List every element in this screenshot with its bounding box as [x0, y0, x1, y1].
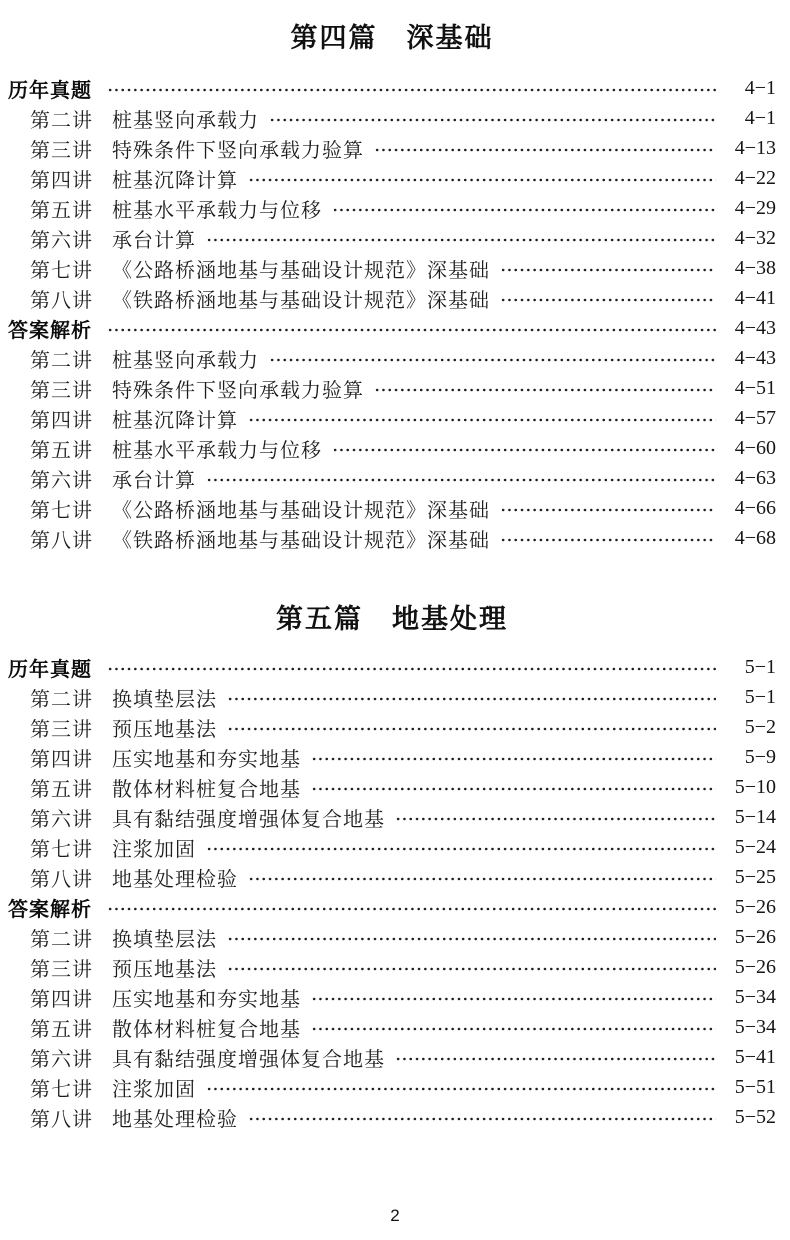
lecture-number: 第四讲 [30, 409, 93, 432]
page-ref: 4−22 [734, 166, 776, 189]
lecture-number: 第三讲 [30, 718, 93, 741]
page-ref: 4−66 [734, 496, 776, 519]
dot-leader [206, 223, 716, 253]
lecture-title: 换填垫层法 [112, 928, 217, 951]
toc-entry-row [8, 193, 776, 223]
dot-leader [227, 922, 716, 952]
page-ref: 4−1 [744, 76, 776, 99]
dot-leader [206, 832, 716, 862]
lecture-title: 具有黏结强度增强体复合地基 [112, 808, 385, 831]
dot-leader [206, 1072, 716, 1102]
lecture-number: 第六讲 [30, 469, 93, 492]
page-ref: 5−2 [744, 715, 776, 738]
lecture-number: 第三讲 [30, 958, 93, 981]
lecture-number: 第二讲 [30, 349, 93, 372]
toc-entry-row [8, 523, 776, 553]
toc-section [8, 16, 776, 553]
page-ref: 5−34 [734, 985, 776, 1008]
toc-header-row [8, 652, 776, 682]
toc-entry-row [8, 343, 776, 373]
page-ref: 5−26 [734, 925, 776, 948]
dot-leader [500, 493, 716, 523]
page-ref: 5−1 [744, 685, 776, 708]
lecture-title: 注浆加固 [112, 1078, 196, 1101]
lecture-number: 第五讲 [30, 778, 93, 801]
toc-header-row [8, 313, 776, 343]
lecture-number: 第八讲 [30, 1108, 93, 1131]
toc-entry-row [8, 133, 776, 163]
dot-leader [206, 463, 716, 493]
lecture-number: 第六讲 [30, 229, 93, 252]
lecture-title: 桩基沉降计算 [112, 169, 238, 192]
page-ref: 5−10 [734, 775, 776, 798]
dot-leader [311, 1012, 716, 1042]
lecture-title: 地基处理检验 [112, 868, 238, 891]
toc-entry-row [8, 712, 776, 742]
toc-sections [8, 16, 776, 1132]
lecture-number: 第八讲 [30, 289, 93, 312]
toc-entry-row [8, 802, 776, 832]
dot-leader [311, 982, 716, 1012]
toc-entry-row [8, 862, 776, 892]
page-ref: 4−68 [734, 526, 776, 549]
lecture-number: 第二讲 [30, 109, 93, 132]
lecture-number: 第二讲 [30, 688, 93, 711]
toc-header-row [8, 73, 776, 103]
page-ref: 5−25 [734, 865, 776, 888]
lecture-number: 第八讲 [30, 868, 93, 891]
dot-leader [248, 403, 716, 433]
toc-entry-row [8, 982, 776, 1012]
lecture-title: 预压地基法 [112, 718, 217, 741]
toc-entry-row [8, 1012, 776, 1042]
lecture-title: 承台计算 [112, 469, 196, 492]
lecture-number: 第七讲 [30, 259, 93, 282]
toc-entry-row [8, 1042, 776, 1072]
dot-leader [374, 373, 716, 403]
lecture-number: 第二讲 [30, 928, 93, 951]
footer-page-number: 2 [390, 1206, 400, 1225]
dot-leader [227, 952, 716, 982]
dot-leader [395, 802, 716, 832]
lecture-title: 压实地基和夯实地基 [112, 748, 301, 771]
dot-leader [248, 163, 716, 193]
toc-entry-row [8, 1072, 776, 1102]
dot-leader [332, 433, 716, 463]
lecture-title: 桩基竖向承载力 [112, 349, 259, 372]
toc-entry-row [8, 373, 776, 403]
toc-entry-row [8, 163, 776, 193]
dot-leader [227, 712, 716, 742]
toc-section [8, 597, 776, 1132]
lecture-title: 换填垫层法 [112, 688, 217, 711]
lecture-title: 特殊条件下竖向承载力验算 [112, 379, 364, 402]
dot-leader [107, 313, 716, 343]
toc-entry-row [8, 493, 776, 523]
page-ref: 5−34 [734, 1015, 776, 1038]
lecture-title: 桩基沉降计算 [112, 409, 238, 432]
toc-entry-row [8, 1102, 776, 1132]
toc-header-label: 答案解析 [8, 319, 92, 342]
lecture-number: 第七讲 [30, 499, 93, 522]
toc-list [8, 652, 776, 1132]
toc-header-label: 历年真题 [8, 658, 92, 681]
section-title: 第五篇 地基处理 [276, 604, 508, 634]
dot-leader [248, 862, 716, 892]
dot-leader [500, 523, 716, 553]
toc-header-label: 答案解析 [8, 898, 92, 921]
toc-entry-row [8, 463, 776, 493]
toc-entry-row [8, 682, 776, 712]
page-ref: 4−43 [734, 346, 776, 369]
lecture-number: 第六讲 [30, 1048, 93, 1071]
lecture-title: 散体材料桩复合地基 [112, 778, 301, 801]
toc-entry-row [8, 772, 776, 802]
page-ref: 5−52 [734, 1105, 776, 1128]
lecture-number: 第四讲 [30, 748, 93, 771]
lecture-title: 《公路桥涵地基与基础设计规范》深基础 [112, 499, 490, 522]
page-ref: 4−57 [734, 406, 776, 429]
dot-leader [269, 103, 716, 133]
toc-entry-row [8, 742, 776, 772]
dot-leader [107, 652, 716, 682]
page-ref: 4−41 [734, 286, 776, 309]
page-ref: 5−51 [734, 1075, 776, 1098]
toc-entry-row [8, 433, 776, 463]
lecture-number: 第五讲 [30, 1018, 93, 1041]
lecture-title: 《铁路桥涵地基与基础设计规范》深基础 [112, 529, 490, 552]
page-ref: 4−38 [734, 256, 776, 279]
lecture-number: 第四讲 [30, 169, 93, 192]
dot-leader [500, 253, 716, 283]
page-ref: 5−26 [734, 895, 776, 918]
lecture-title: 特殊条件下竖向承载力验算 [112, 139, 364, 162]
page-ref: 5−24 [734, 835, 776, 858]
lecture-title: 预压地基法 [112, 958, 217, 981]
lecture-number: 第五讲 [30, 199, 93, 222]
page-ref: 4−29 [734, 196, 776, 219]
toc-list [8, 73, 776, 553]
dot-leader [107, 73, 716, 103]
lecture-title: 具有黏结强度增强体复合地基 [112, 1048, 385, 1071]
page-ref: 4−63 [734, 466, 776, 489]
toc-entry-row [8, 922, 776, 952]
lecture-title: 桩基竖向承载力 [112, 109, 259, 132]
dot-leader [395, 1042, 716, 1072]
lecture-number: 第三讲 [30, 139, 93, 162]
page-ref: 5−26 [734, 955, 776, 978]
lecture-number: 第四讲 [30, 988, 93, 1011]
dot-leader [227, 682, 716, 712]
page-ref: 4−60 [734, 436, 776, 459]
page-ref: 4−1 [744, 106, 776, 129]
lecture-number: 第七讲 [30, 1078, 93, 1101]
lecture-title: 《公路桥涵地基与基础设计规范》深基础 [112, 259, 490, 282]
lecture-number: 第八讲 [30, 529, 93, 552]
lecture-title: 地基处理检验 [112, 1108, 238, 1131]
section-title: 第四篇 深基础 [290, 23, 494, 53]
toc-entry-row [8, 283, 776, 313]
lecture-title: 桩基水平承载力与位移 [112, 199, 322, 222]
page-ref: 5−14 [734, 805, 776, 828]
lecture-title: 注浆加固 [112, 838, 196, 861]
dot-leader [500, 283, 716, 313]
toc-header-label: 历年真题 [8, 79, 92, 102]
lecture-title: 桩基水平承载力与位移 [112, 439, 322, 462]
toc-entry-row [8, 223, 776, 253]
lecture-title: 散体材料桩复合地基 [112, 1018, 301, 1041]
lecture-title: 《铁路桥涵地基与基础设计规范》深基础 [112, 289, 490, 312]
toc-entry-row [8, 403, 776, 433]
lecture-title: 承台计算 [112, 229, 196, 252]
page-ref: 4−13 [734, 136, 776, 159]
lecture-title: 压实地基和夯实地基 [112, 988, 301, 1011]
toc-entry-row [8, 832, 776, 862]
dot-leader [332, 193, 716, 223]
dot-leader [269, 343, 716, 373]
dot-leader [311, 742, 716, 772]
page-ref: 4−32 [734, 226, 776, 249]
page-ref: 4−43 [734, 316, 776, 339]
dot-leader [311, 772, 716, 802]
toc-page [0, 16, 790, 1240]
toc-entry-row [8, 253, 776, 283]
dot-leader [107, 892, 716, 922]
page-ref: 4−51 [734, 376, 776, 399]
page-ref: 5−41 [734, 1045, 776, 1068]
toc-header-row [8, 892, 776, 922]
page-ref: 5−9 [744, 745, 776, 768]
lecture-number: 第五讲 [30, 439, 93, 462]
dot-leader [374, 133, 716, 163]
page-ref: 5−1 [744, 655, 776, 678]
toc-entry-row [8, 103, 776, 133]
dot-leader [248, 1102, 716, 1132]
lecture-number: 第六讲 [30, 808, 93, 831]
lecture-number: 第七讲 [30, 838, 93, 861]
toc-entry-row [8, 952, 776, 982]
lecture-number: 第三讲 [30, 379, 93, 402]
